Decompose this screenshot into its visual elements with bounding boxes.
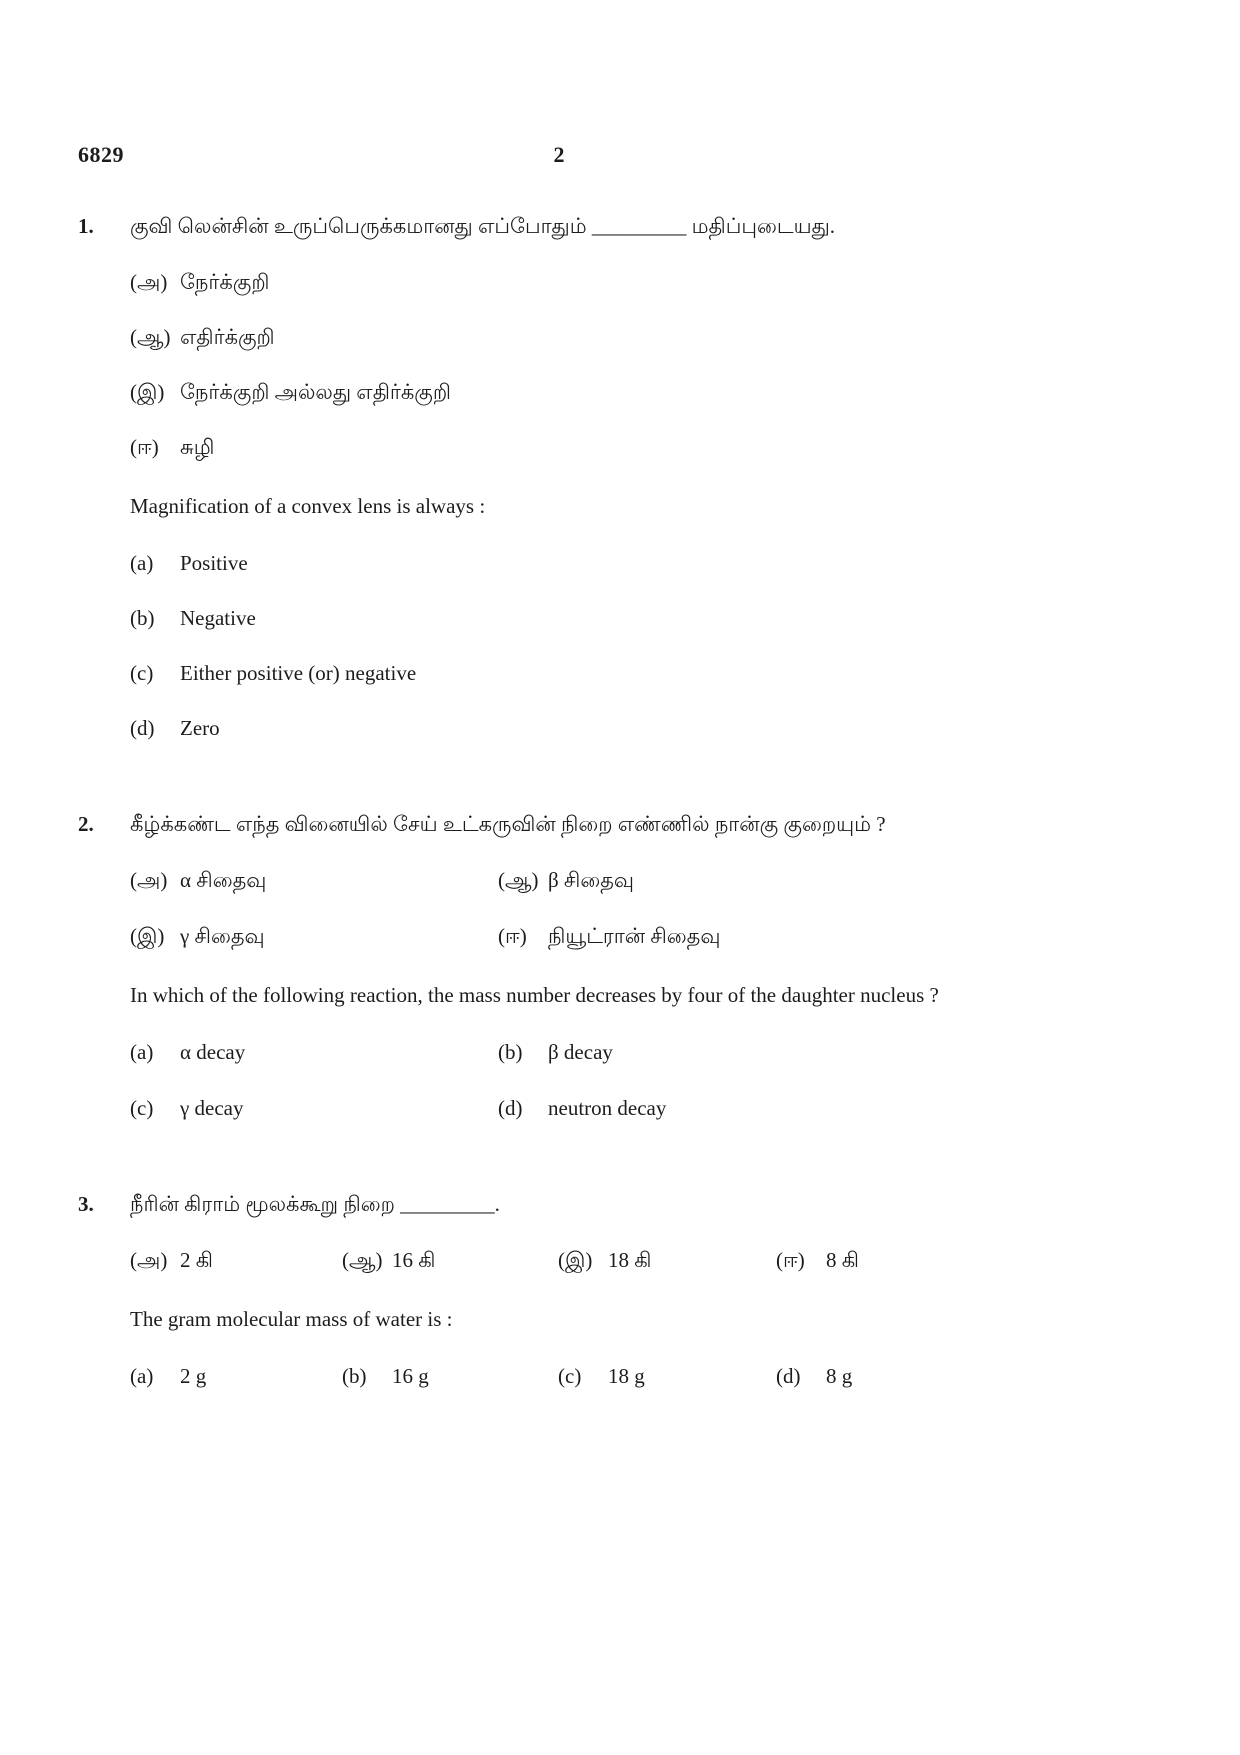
option-text: Zero bbox=[180, 716, 220, 740]
option-text: 16 g bbox=[392, 1364, 429, 1388]
option-text: நியூட்ரான் சிதைவு bbox=[548, 924, 721, 948]
option-text: 18 கி bbox=[608, 1248, 652, 1272]
option-row bbox=[130, 712, 1040, 744]
option-row bbox=[130, 547, 1040, 579]
option-label: (அ) bbox=[130, 1248, 168, 1272]
option-text: α decay bbox=[180, 1040, 246, 1064]
option-text: α சிதைவு bbox=[180, 868, 267, 892]
option-row bbox=[130, 1360, 342, 1392]
question-2-english-options bbox=[130, 1036, 1040, 1124]
option-text: β சிதைவு bbox=[548, 868, 635, 892]
option-text: 8 கி bbox=[826, 1248, 859, 1272]
option-text: 2 கி bbox=[180, 1248, 213, 1272]
option-text: நேர்க்குறி அல்லது எதிர்க்குறி bbox=[180, 380, 451, 404]
option-label: (ஆ) bbox=[498, 868, 539, 892]
option-row bbox=[498, 920, 1040, 952]
page-number: 2 bbox=[553, 142, 565, 167]
option-text: neutron decay bbox=[548, 1096, 667, 1120]
option-row bbox=[558, 1244, 776, 1276]
option-label: (இ) bbox=[558, 1248, 593, 1272]
option-text: நேர்க்குறி bbox=[180, 270, 270, 294]
option-label: (c) bbox=[130, 661, 154, 685]
option-row bbox=[130, 376, 1040, 408]
option-text: Negative bbox=[180, 606, 256, 630]
option-row bbox=[342, 1360, 558, 1392]
option-text: 8 g bbox=[826, 1364, 853, 1388]
option-label: (b) bbox=[342, 1364, 367, 1388]
option-label: (a) bbox=[130, 551, 154, 575]
question-2 bbox=[78, 808, 1040, 1124]
option-text: Positive bbox=[180, 551, 248, 575]
option-label: (c) bbox=[130, 1096, 154, 1120]
option-text: β decay bbox=[548, 1040, 613, 1064]
option-label: (அ) bbox=[130, 270, 168, 294]
paper-code: 6829 bbox=[78, 142, 124, 167]
option-text: γ decay bbox=[180, 1096, 244, 1120]
option-text: 2 g bbox=[180, 1364, 207, 1388]
option-label: (b) bbox=[130, 606, 155, 630]
question-2-number: 2. bbox=[78, 812, 94, 836]
option-label: (ஈ) bbox=[130, 435, 159, 459]
page-header bbox=[78, 142, 1040, 174]
question-3-number: 3. bbox=[78, 1192, 94, 1216]
option-label: (ஈ) bbox=[498, 924, 527, 948]
option-row bbox=[130, 266, 1040, 298]
question-3-text-english: The gram molecular mass of water is : bbox=[130, 1307, 453, 1331]
option-label: (c) bbox=[558, 1364, 582, 1388]
option-text: 18 g bbox=[608, 1364, 645, 1388]
question-1-text-english: Magnification of a convex lens is always : bbox=[130, 494, 486, 518]
option-label: (d) bbox=[130, 716, 155, 740]
option-label: (d) bbox=[498, 1096, 523, 1120]
question-1-text-tamil: குவி லென்சின் உருப்பெருக்கமானது எப்போதும் _________ மதிப்புடையது. bbox=[130, 214, 836, 238]
option-row bbox=[130, 864, 498, 896]
option-row bbox=[130, 1244, 342, 1276]
option-row bbox=[130, 657, 1040, 689]
option-label: (ஆ) bbox=[130, 325, 171, 349]
option-row bbox=[776, 1360, 1040, 1392]
option-row bbox=[130, 920, 498, 952]
question-2-tamil-options bbox=[130, 864, 1040, 952]
option-text: γ சிதைவு bbox=[180, 924, 265, 948]
question-1 bbox=[78, 210, 1040, 744]
question-2-text-english: In which of the following reaction, the mass number decreases by four of the daughter nucleus ? bbox=[130, 983, 939, 1007]
question-3-english-options bbox=[130, 1360, 1040, 1392]
option-text: Either positive (or) negative bbox=[180, 661, 417, 685]
option-text: எதிர்க்குறி bbox=[180, 325, 275, 349]
option-row bbox=[498, 1036, 1040, 1068]
option-label: (ஆ) bbox=[342, 1248, 383, 1272]
option-text: சுழி bbox=[180, 435, 215, 459]
option-label: (அ) bbox=[130, 868, 168, 892]
option-row bbox=[130, 321, 1040, 353]
option-row bbox=[498, 864, 1040, 896]
option-row bbox=[130, 602, 1040, 634]
question-3-tamil-options bbox=[130, 1244, 1040, 1276]
question-3-text-tamil: நீரின் கிராம் மூலக்கூறு நிறை _________. bbox=[130, 1192, 500, 1216]
option-row bbox=[498, 1092, 1040, 1124]
question-1-tamil-options bbox=[130, 266, 1040, 463]
option-label: (இ) bbox=[130, 924, 165, 948]
option-label: (b) bbox=[498, 1040, 523, 1064]
question-1-english-options bbox=[130, 547, 1040, 744]
option-row bbox=[130, 1092, 498, 1124]
question-2-text-tamil: கீழ்க்கண்ட எந்த வினையில் சேய் உட்கருவின் நிறை எண்ணில் நான்கு குறையும் ? bbox=[130, 812, 886, 836]
question-3 bbox=[78, 1188, 1040, 1392]
option-text: 16 கி bbox=[392, 1248, 436, 1272]
option-label: (ஈ) bbox=[776, 1248, 805, 1272]
option-label: (இ) bbox=[130, 380, 165, 404]
option-row bbox=[342, 1244, 558, 1276]
option-label: (a) bbox=[130, 1040, 154, 1064]
option-row bbox=[558, 1360, 776, 1392]
option-label: (a) bbox=[130, 1364, 154, 1388]
option-row bbox=[130, 1036, 498, 1068]
option-row bbox=[130, 431, 1040, 463]
option-label: (d) bbox=[776, 1364, 801, 1388]
question-1-number: 1. bbox=[78, 214, 94, 238]
option-row bbox=[776, 1244, 1040, 1276]
